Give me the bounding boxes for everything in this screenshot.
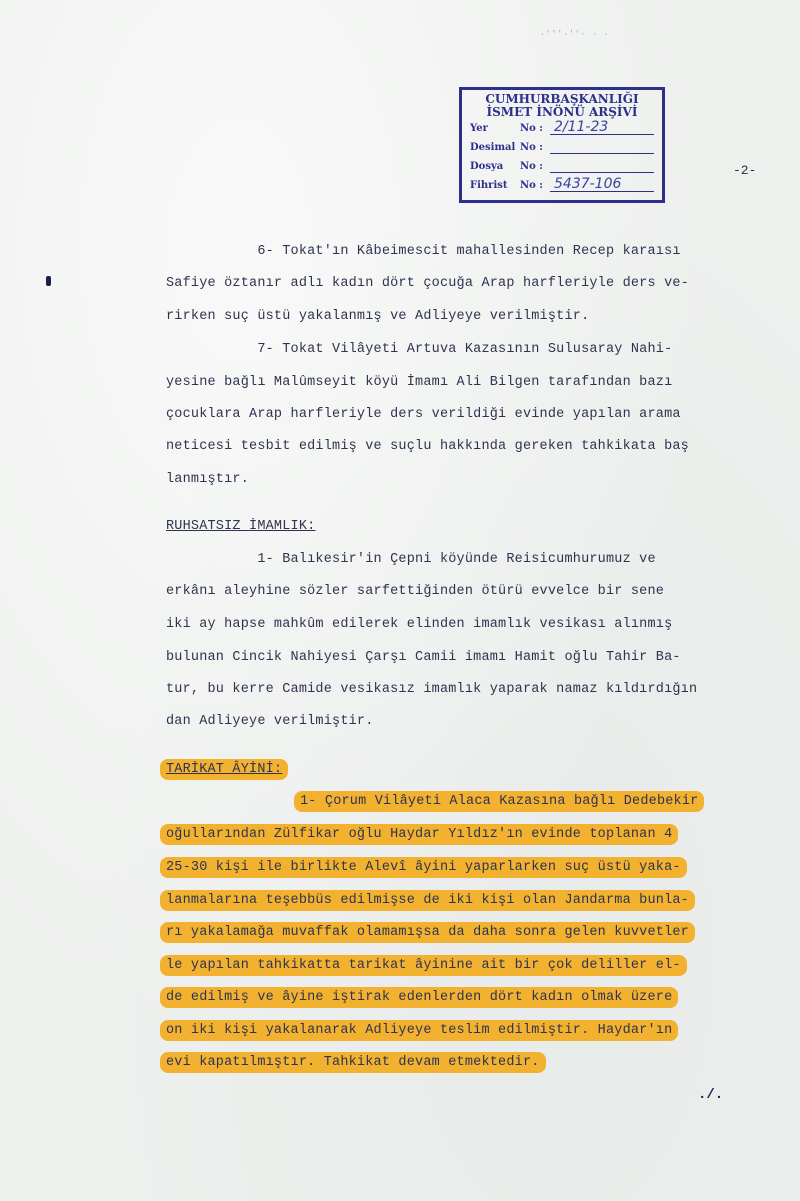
highlighted-text: lanmalarına teşebbüs edilmişse de iki kişi olan Jandarma bunla-	[160, 890, 695, 911]
highlighted-text: 1- Çorum Vilâyeti Alaca Kazasına bağlı Dedebekir	[294, 791, 704, 812]
stamp-title: CUMHURBAŞKANLIĞI	[485, 92, 639, 106]
body-line: dan Adliyeye verilmiştir.	[166, 714, 374, 729]
body-line: rirken suç üstü yakalanmış ve Adliyeye verilmiştir.	[166, 309, 590, 324]
stamp-row-yer	[470, 119, 654, 138]
page-number: -2-	[733, 163, 757, 178]
continuation-mark: ./.	[698, 1087, 724, 1103]
section-heading-ruhsatsiz-imamlik: RUHSATSIZ İMAMLIK:	[166, 519, 316, 534]
body-line: iki ay hapse mahkûm edilerek elinden imamlık vesikası alınmış	[166, 617, 673, 632]
stamp-value	[550, 158, 654, 173]
stamp-value: 5437-106	[550, 177, 654, 192]
highlighted-heading: TARİKAT ÂYİNİ:	[160, 759, 288, 780]
stamp-no: No :	[520, 161, 543, 172]
body-line: tur, bu kerre Camide vesikasız imamlık yaparak namaz kıldırdığın	[166, 682, 698, 697]
stamp-subtitle: İSMET İNÖNÜ ARŞİVİ	[486, 105, 638, 119]
highlighted-text: oğullarından Zülfikar oğlu Haydar Yıldız'ın evinde toplanan 4	[160, 824, 678, 845]
body-line: erkânı aleyhine sözler sarfettiğinden ötürü evvelce bir sene	[166, 584, 665, 599]
stamp-label: Yer	[470, 123, 488, 134]
highlighted-line	[166, 990, 678, 1005]
stamp-no: No :	[520, 123, 543, 134]
archive-stamp	[459, 87, 665, 203]
stamp-label: Dosya	[470, 161, 504, 172]
stamp-row-desimal	[470, 138, 654, 157]
body-line: Safiye öztanır adlı kadın dört çocuğa Arap harfleriyle ders ve-	[166, 276, 689, 291]
highlighted-line	[300, 794, 704, 809]
stamp-row-fihrist	[470, 176, 654, 195]
highlighted-text: on iki kişi yakalanarak Adliyeye teslim edilmiştir. Haydar'ın	[160, 1020, 678, 1041]
body-line: 1- Balıkesir'in Çepni köyünde Reisicumhurumuz ve	[166, 552, 656, 567]
highlighted-line	[166, 925, 695, 940]
scan-artifact: ·'''·''· · ·	[540, 30, 610, 39]
highlighted-text: rı yakalamağa muvaffak olamamışsa da daha sonra gelen kuvvetler	[160, 922, 695, 943]
body-line: lanmıştır.	[166, 472, 250, 487]
body-line: bulunan Cincik Nahiyesi Çarşı Camii imamı Hamit oğlu Tahir Ba-	[166, 650, 681, 665]
section-heading-tarikat-ayini	[166, 762, 288, 777]
stamp-row-dosya	[470, 157, 654, 176]
stamp-no: No :	[520, 180, 543, 191]
stamp-value	[550, 139, 654, 154]
stamp-no: No :	[520, 142, 543, 153]
body-line-with-pink-mark: yesine bağlı Malûmseyit köyü İmamı Ali Bilgen tarafından bazı	[166, 375, 673, 390]
highlighted-text: le yapılan tahkikatta tarikat âyinine ait bir çok deliller el-	[160, 955, 687, 976]
margin-ink-mark	[46, 276, 51, 286]
highlighted-text: de edilmiş ve âyine iştirak edenlerden dört kadın olmak üzere	[160, 987, 678, 1008]
body-line: 7- Tokat Vilâyeti Artuva Kazasının Sulusaray Nahi-	[166, 342, 673, 357]
body-line: neticesi tesbit edilmiş ve suçlu hakkında gereken tahkikata baş	[166, 439, 689, 454]
highlighted-line	[166, 958, 687, 973]
highlighted-text: 25-30 kişi ile birlikte Alevî âyini yaparlarken suç üstü yaka-	[160, 857, 687, 878]
highlighted-line	[166, 1023, 678, 1038]
highlighted-line	[166, 893, 695, 908]
body-line: 6- Tokat'ın Kâbeimescit mahallesinden Recep karaısı	[166, 244, 681, 259]
stamp-label: Fihrist	[470, 180, 508, 191]
stamp-value: 2/11-23	[550, 120, 654, 135]
stamp-label: Desimal	[470, 142, 516, 153]
highlighted-line	[166, 860, 687, 875]
highlighted-line	[166, 1055, 546, 1070]
body-line: çocuklara Arap harfleriyle ders verildiği evinde yapılan arama	[166, 407, 681, 422]
highlighted-line	[166, 827, 678, 842]
highlighted-text: evi kapatılmıştır. Tahkikat devam etmektedir.	[160, 1052, 546, 1073]
